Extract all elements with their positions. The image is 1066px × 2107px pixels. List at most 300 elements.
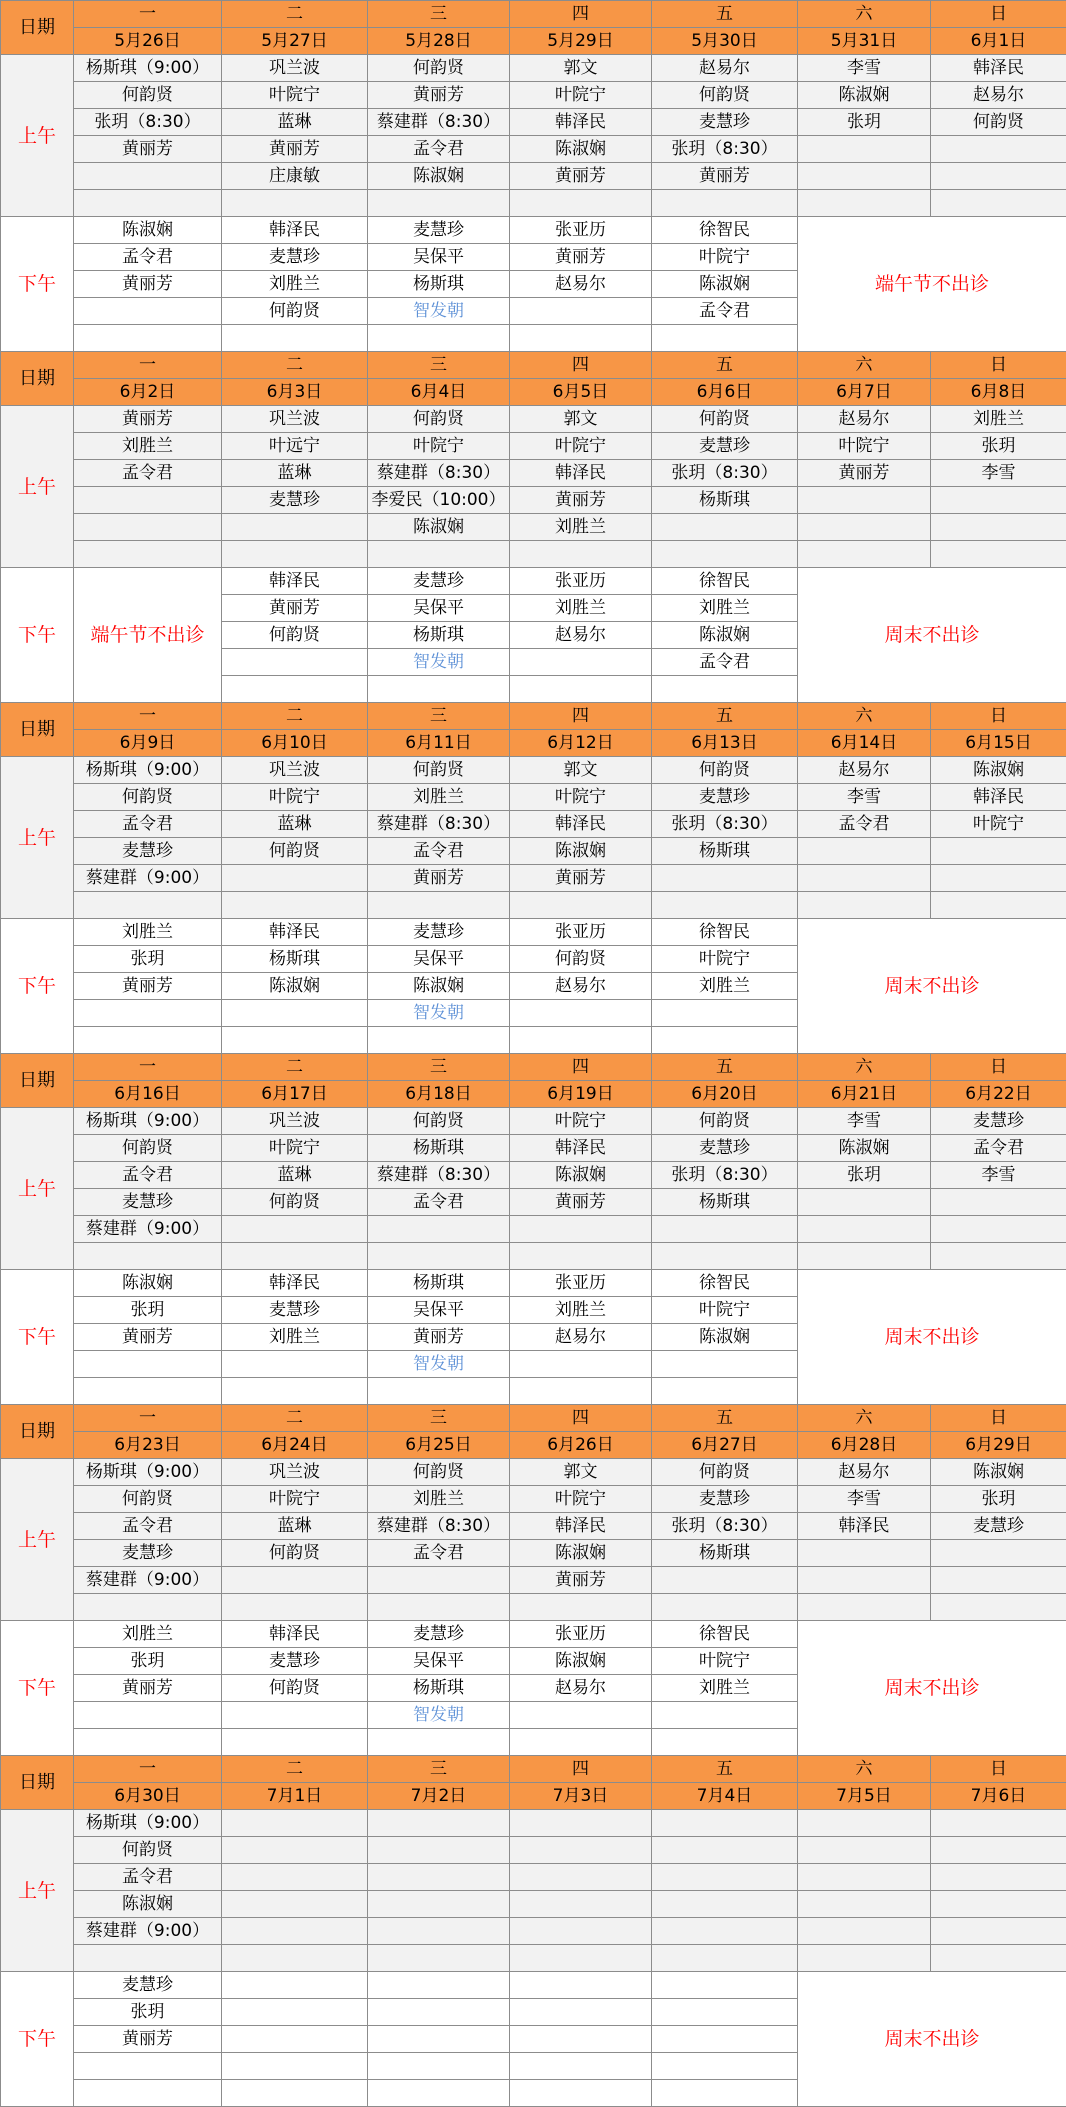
- schedule-cell: [222, 1945, 368, 1972]
- schedule-cell: 黄丽芳: [74, 271, 222, 298]
- date-header: 6月5日: [510, 379, 652, 406]
- date-label: 日期: [1, 1054, 74, 1108]
- schedule-cell: [510, 1351, 652, 1378]
- weekday-header: 三: [368, 1, 510, 28]
- schedule-cell: 陈淑娴: [510, 136, 652, 163]
- schedule-cell: 陈淑娴: [510, 1162, 652, 1189]
- schedule-cell: [798, 1837, 931, 1864]
- schedule-cell: 何韵贤: [652, 1108, 798, 1135]
- schedule-cell: [74, 2080, 222, 2107]
- schedule-cell: [652, 865, 798, 892]
- schedule-cell: 赵易尔: [510, 973, 652, 1000]
- schedule-cell: [368, 1567, 510, 1594]
- schedule-cell: [510, 1999, 652, 2026]
- schedule-cell: [931, 1837, 1066, 1864]
- schedule-cell: [368, 1891, 510, 1918]
- weekday-header: 日: [931, 1, 1066, 28]
- schedule-cell: 刘胜兰: [652, 595, 798, 622]
- schedule-cell: 叶院宁: [222, 1135, 368, 1162]
- weekday-header: 二: [222, 352, 368, 379]
- weekend-note: 周末不出诊: [798, 1972, 1066, 2107]
- am-row: [1, 1135, 1066, 1162]
- pm-label: 下午: [1, 1621, 74, 1756]
- schedule-cell: 黄丽芳: [510, 163, 652, 190]
- schedule-cell: 杨斯琪（9:00）: [74, 1459, 222, 1486]
- schedule-cell: [222, 1891, 368, 1918]
- am-row: [1, 1189, 1066, 1216]
- weekday-header: 一: [74, 1756, 222, 1783]
- date-header-row: [1, 1783, 1066, 1810]
- schedule-cell: [222, 1567, 368, 1594]
- schedule-cell: 智发朝: [368, 1702, 510, 1729]
- schedule-cell: 张亚历: [510, 217, 652, 244]
- schedule-cell: 张亚历: [510, 919, 652, 946]
- schedule-cell: [510, 541, 652, 568]
- weekday-header: 一: [74, 703, 222, 730]
- schedule-cell: [510, 892, 652, 919]
- schedule-cell: [74, 1243, 222, 1270]
- schedule-cell: [510, 1000, 652, 1027]
- weekend-note: 周末不出诊: [798, 568, 1066, 703]
- date-header: 5月31日: [798, 28, 931, 55]
- schedule-cell: 蓝琳: [222, 109, 368, 136]
- am-row: [1, 406, 1066, 433]
- schedule-cell: [368, 1594, 510, 1621]
- am-row: [1, 1459, 1066, 1486]
- schedule-cell: 何韵贤: [510, 946, 652, 973]
- schedule-cell: [652, 1729, 798, 1756]
- schedule-cell: [510, 1837, 652, 1864]
- schedule-cell: 杨斯琪（9:00）: [74, 1108, 222, 1135]
- date-header: 6月26日: [510, 1432, 652, 1459]
- schedule-cell: 李爱民（10:00）: [368, 487, 510, 514]
- schedule-cell: 刘胜兰: [931, 406, 1066, 433]
- schedule-cell: 麦慧珍: [931, 1513, 1066, 1540]
- am-row: [1, 109, 1066, 136]
- schedule-cell: [798, 865, 931, 892]
- schedule-cell: 李雪: [931, 1162, 1066, 1189]
- schedule-cell: [74, 892, 222, 919]
- schedule-cell: 麦慧珍: [652, 433, 798, 460]
- schedule-cell: 巩兰波: [222, 1108, 368, 1135]
- schedule-cell: 杨斯琪: [368, 1270, 510, 1297]
- schedule-cell: [74, 1027, 222, 1054]
- schedule-cell: 叶院宁: [652, 244, 798, 271]
- schedule-cell: [368, 325, 510, 352]
- schedule-cell: [931, 136, 1066, 163]
- schedule-cell: [798, 1243, 931, 1270]
- schedule-cell: 韩泽民: [222, 568, 368, 595]
- schedule-cell: 杨斯琪: [652, 838, 798, 865]
- schedule-cell: 张玥（8:30）: [652, 460, 798, 487]
- date-header: 6月18日: [368, 1081, 510, 1108]
- date-header: 6月4日: [368, 379, 510, 406]
- schedule-cell: 刘胜兰: [652, 973, 798, 1000]
- date-header: 6月10日: [222, 730, 368, 757]
- schedule-cell: 张玥（8:30）: [652, 811, 798, 838]
- schedule-cell: 何韵贤: [222, 838, 368, 865]
- schedule-cell: [368, 190, 510, 217]
- schedule-cell: [510, 1378, 652, 1405]
- schedule-cell: [222, 649, 368, 676]
- schedule-cell: 何韵贤: [931, 109, 1066, 136]
- schedule-cell: 韩泽民: [931, 784, 1066, 811]
- schedule-cell: [222, 514, 368, 541]
- schedule-cell: 孟令君: [368, 838, 510, 865]
- schedule-cell: 何韵贤: [652, 1459, 798, 1486]
- schedule-cell: [222, 1810, 368, 1837]
- date-label: 日期: [1, 1756, 74, 1810]
- schedule-cell: 张玥: [931, 433, 1066, 460]
- schedule-cell: 刘胜兰: [510, 514, 652, 541]
- schedule-cell: 何韵贤: [368, 757, 510, 784]
- weekday-header: 六: [798, 352, 931, 379]
- schedule-cell: 麦慧珍: [652, 784, 798, 811]
- schedule-cell: [368, 1243, 510, 1270]
- schedule-cell: [931, 1243, 1066, 1270]
- schedule-cell: 陈淑娴: [798, 1135, 931, 1162]
- weekday-header: 日: [931, 703, 1066, 730]
- weekday-header: 一: [74, 1405, 222, 1432]
- weekday-header: 日: [931, 352, 1066, 379]
- schedule-cell: 孟令君: [368, 1540, 510, 1567]
- schedule-cell: [931, 1891, 1066, 1918]
- weekday-header: 六: [798, 703, 931, 730]
- schedule-cell: [510, 2026, 652, 2053]
- schedule-cell: 徐智民: [652, 919, 798, 946]
- schedule-cell: 杨斯琪: [368, 271, 510, 298]
- schedule-cell: 叶院宁: [222, 784, 368, 811]
- schedule-cell: [510, 298, 652, 325]
- weekday-header: 一: [74, 1054, 222, 1081]
- schedule-cell: [368, 2026, 510, 2053]
- schedule-cell: 叶院宁: [222, 82, 368, 109]
- weekday-header: 五: [652, 352, 798, 379]
- schedule-cell: 刘胜兰: [652, 1675, 798, 1702]
- schedule-cell: 何韵贤: [222, 1540, 368, 1567]
- date-header: 6月30日: [74, 1783, 222, 1810]
- schedule-cell: 何韵贤: [74, 1837, 222, 1864]
- schedule-cell: [931, 1945, 1066, 1972]
- schedule-cell: [798, 838, 931, 865]
- schedule-cell: [652, 1216, 798, 1243]
- schedule-cell: 张玥: [74, 1999, 222, 2026]
- schedule-cell: 陈淑娴: [931, 1459, 1066, 1486]
- schedule-cell: [931, 838, 1066, 865]
- schedule-cell: [368, 1972, 510, 1999]
- date-header: 6月27日: [652, 1432, 798, 1459]
- schedule-cell: 蓝琳: [222, 1162, 368, 1189]
- date-header: 6月6日: [652, 379, 798, 406]
- schedule-cell: 何韵贤: [74, 82, 222, 109]
- schedule-cell: 陈淑娴: [510, 1648, 652, 1675]
- weekday-header: 四: [510, 1756, 652, 1783]
- schedule-cell: [652, 1891, 798, 1918]
- am-label: 上午: [1, 406, 74, 568]
- pm-label: 下午: [1, 1270, 74, 1405]
- weekday-header: 三: [368, 1405, 510, 1432]
- schedule-cell: [368, 2080, 510, 2107]
- weekday-header-row: [1, 352, 1066, 379]
- schedule-cell: 赵易尔: [510, 1675, 652, 1702]
- schedule-cell: 黄丽芳: [368, 82, 510, 109]
- date-header-row: [1, 28, 1066, 55]
- schedule-cell: [368, 541, 510, 568]
- schedule-cell: 黄丽芳: [74, 1675, 222, 1702]
- schedule-cell: [510, 2053, 652, 2080]
- am-row: [1, 1864, 1066, 1891]
- schedule-cell: [222, 892, 368, 919]
- date-header: 7月6日: [931, 1783, 1066, 1810]
- weekday-header: 五: [652, 1756, 798, 1783]
- schedule-cell: [798, 487, 931, 514]
- schedule-cell: 智发朝: [368, 298, 510, 325]
- schedule-cell: [368, 1729, 510, 1756]
- weekend-note: 端午节不出诊: [798, 217, 1066, 352]
- schedule-cell: 何韵贤: [222, 298, 368, 325]
- schedule-cell: 孟令君: [652, 649, 798, 676]
- schedule-cell: [931, 1594, 1066, 1621]
- schedule-cell: 麦慧珍: [368, 1621, 510, 1648]
- schedule-cell: [510, 1972, 652, 1999]
- schedule-cell: 孟令君: [368, 1189, 510, 1216]
- schedule-cell: [74, 1702, 222, 1729]
- schedule-cell: 智发朝: [368, 649, 510, 676]
- am-row: [1, 541, 1066, 568]
- schedule-cell: 黄丽芳: [222, 136, 368, 163]
- schedule-cell: 吴保平: [368, 1297, 510, 1324]
- schedule-cell: 黄丽芳: [74, 973, 222, 1000]
- schedule-cell: 麦慧珍: [222, 1648, 368, 1675]
- schedule-cell: [222, 1837, 368, 1864]
- schedule-cell: [510, 1216, 652, 1243]
- pm-row: [1, 919, 1066, 946]
- schedule-cell: 赵易尔: [931, 82, 1066, 109]
- schedule-cell: 张亚历: [510, 1270, 652, 1297]
- am-row: [1, 55, 1066, 82]
- schedule-cell: 蔡建群（9:00）: [74, 1918, 222, 1945]
- schedule-cell: 杨斯琪: [368, 1675, 510, 1702]
- pm-label: 下午: [1, 568, 74, 703]
- weekend-note: 周末不出诊: [798, 919, 1066, 1054]
- schedule-cell: 黄丽芳: [74, 406, 222, 433]
- weekday-header: 二: [222, 1054, 368, 1081]
- schedule-cell: [652, 1594, 798, 1621]
- schedule-cell: 张玥（8:30）: [652, 1513, 798, 1540]
- schedule-cell: [74, 1729, 222, 1756]
- schedule-cell: [652, 1837, 798, 1864]
- schedule-cell: 巩兰波: [222, 55, 368, 82]
- schedule-cell: 吴保平: [368, 946, 510, 973]
- weekday-header: 一: [74, 352, 222, 379]
- schedule-cell: [222, 1243, 368, 1270]
- schedule-cell: 智发朝: [368, 1000, 510, 1027]
- schedule-cell: 黄丽芳: [510, 1189, 652, 1216]
- schedule-cell: 何韵贤: [222, 1189, 368, 1216]
- am-row: [1, 487, 1066, 514]
- schedule-cell: [368, 892, 510, 919]
- schedule-cell: [931, 1216, 1066, 1243]
- schedule-cell: 杨斯琪: [652, 1189, 798, 1216]
- schedule-cell: [798, 892, 931, 919]
- schedule-cell: 郭文: [510, 1459, 652, 1486]
- schedule-cell: 郭文: [510, 757, 652, 784]
- am-row: [1, 811, 1066, 838]
- am-row: [1, 784, 1066, 811]
- schedule-cell: 陈淑娴: [74, 217, 222, 244]
- schedule-cell: [798, 1189, 931, 1216]
- schedule-cell: 韩泽民: [222, 1270, 368, 1297]
- schedule-cell: 杨斯琪: [368, 622, 510, 649]
- schedule-cell: 何韵贤: [652, 757, 798, 784]
- schedule-cell: [510, 1918, 652, 1945]
- schedule-cell: [652, 1567, 798, 1594]
- schedule-cell: 叶院宁: [931, 811, 1066, 838]
- am-row: [1, 163, 1066, 190]
- date-header: 5月28日: [368, 28, 510, 55]
- schedule-cell: [931, 514, 1066, 541]
- schedule-cell: 孟令君: [931, 1135, 1066, 1162]
- schedule-cell: 黄丽芳: [652, 163, 798, 190]
- schedule-cell: 孟令君: [74, 811, 222, 838]
- weekday-header: 四: [510, 1405, 652, 1432]
- schedule-cell: 黄丽芳: [510, 865, 652, 892]
- date-header: 6月15日: [931, 730, 1066, 757]
- pm-row: [1, 1972, 1066, 1999]
- schedule-cell: [222, 190, 368, 217]
- date-header: 5月26日: [74, 28, 222, 55]
- schedule-cell: [74, 1351, 222, 1378]
- schedule-cell: 叶院宁: [510, 1108, 652, 1135]
- schedule-cell: [798, 1594, 931, 1621]
- date-header: 6月3日: [222, 379, 368, 406]
- schedule-cell: [510, 676, 652, 703]
- schedule-cell: 刘胜兰: [74, 1621, 222, 1648]
- schedule-cell: [931, 541, 1066, 568]
- schedule-cell: 陈淑娴: [798, 82, 931, 109]
- schedule-cell: [798, 1918, 931, 1945]
- am-row: [1, 865, 1066, 892]
- schedule-cell: [510, 1594, 652, 1621]
- schedule-cell: 韩泽民: [510, 109, 652, 136]
- am-row: [1, 892, 1066, 919]
- schedule-cell: [798, 1810, 931, 1837]
- schedule-cell: 刘胜兰: [222, 1324, 368, 1351]
- date-header: 6月13日: [652, 730, 798, 757]
- schedule-cell: 张玥: [931, 1486, 1066, 1513]
- schedule-cell: [931, 163, 1066, 190]
- schedule-cell: [368, 1999, 510, 2026]
- schedule-cell: [510, 325, 652, 352]
- schedule-cell: 吴保平: [368, 1648, 510, 1675]
- schedule-cell: [652, 1027, 798, 1054]
- schedule-cell: [931, 892, 1066, 919]
- schedule-cell: [222, 1351, 368, 1378]
- pm-row: [1, 1270, 1066, 1297]
- date-header-row: [1, 1432, 1066, 1459]
- schedule-cell: 蔡建群（8:30）: [368, 811, 510, 838]
- schedule-cell: 张玥: [74, 946, 222, 973]
- schedule-cell: [652, 1351, 798, 1378]
- schedule-cell: 何韵贤: [222, 622, 368, 649]
- schedule-cell: 麦慧珍: [74, 838, 222, 865]
- schedule-cell: [798, 1891, 931, 1918]
- schedule-cell: 郭文: [510, 406, 652, 433]
- schedule-cell: 吴保平: [368, 244, 510, 271]
- schedule-cell: [74, 514, 222, 541]
- weekday-header: 五: [652, 703, 798, 730]
- date-header: 6月17日: [222, 1081, 368, 1108]
- date-header: 6月25日: [368, 1432, 510, 1459]
- schedule-cell: [222, 1729, 368, 1756]
- schedule-cell: [798, 190, 931, 217]
- schedule-cell: 韩泽民: [510, 811, 652, 838]
- schedule-cell: [652, 2026, 798, 2053]
- schedule-cell: 巩兰波: [222, 406, 368, 433]
- schedule-cell: [74, 1945, 222, 1972]
- schedule-cell: 刘胜兰: [368, 1486, 510, 1513]
- schedule-cell: 郭文: [510, 55, 652, 82]
- schedule-cell: 韩泽民: [510, 1513, 652, 1540]
- date-header: 6月20日: [652, 1081, 798, 1108]
- schedule-cell: [74, 1378, 222, 1405]
- schedule-cell: 赵易尔: [798, 757, 931, 784]
- schedule-cell: 叶院宁: [510, 1486, 652, 1513]
- weekday-header: 三: [368, 352, 510, 379]
- date-header-row: [1, 379, 1066, 406]
- schedule-cell: 张玥（8:30）: [652, 136, 798, 163]
- am-row: [1, 1918, 1066, 1945]
- schedule-cell: 徐智民: [652, 217, 798, 244]
- am-row: [1, 1567, 1066, 1594]
- schedule-cell: 麦慧珍: [368, 217, 510, 244]
- schedule-cell: [652, 1972, 798, 1999]
- schedule-cell: 杨斯琪（9:00）: [74, 1810, 222, 1837]
- date-header: 5月29日: [510, 28, 652, 55]
- schedule-cell: 李雪: [931, 460, 1066, 487]
- am-row: [1, 136, 1066, 163]
- schedule-cell: 陈淑娴: [510, 838, 652, 865]
- schedule-cell: [798, 136, 931, 163]
- am-row: [1, 757, 1066, 784]
- weekend-note: 周末不出诊: [798, 1270, 1066, 1405]
- schedule-cell: 杨斯琪（9:00）: [74, 55, 222, 82]
- schedule-cell: [222, 1027, 368, 1054]
- am-row: [1, 82, 1066, 109]
- pm-label: 下午: [1, 919, 74, 1054]
- schedule-cell: 孟令君: [74, 1864, 222, 1891]
- schedule-cell: 刘胜兰: [510, 595, 652, 622]
- weekend-note: 周末不出诊: [798, 1621, 1066, 1756]
- schedule-cell: [222, 1918, 368, 1945]
- weekday-header: 五: [652, 1405, 798, 1432]
- schedule-cell: 韩泽民: [222, 1621, 368, 1648]
- weekday-header: 六: [798, 1054, 931, 1081]
- schedule-cell: 韩泽民: [222, 217, 368, 244]
- schedule-cell: 徐智民: [652, 1621, 798, 1648]
- date-header: 6月7日: [798, 379, 931, 406]
- weekday-header-row: [1, 1054, 1066, 1081]
- schedule-cell: 黄丽芳: [368, 865, 510, 892]
- weekday-header: 一: [74, 1, 222, 28]
- date-header: 6月21日: [798, 1081, 931, 1108]
- schedule-cell: 麦慧珍: [368, 919, 510, 946]
- date-header: 7月3日: [510, 1783, 652, 1810]
- schedule-cell: [652, 541, 798, 568]
- weekday-header: 五: [652, 1, 798, 28]
- date-header: 6月11日: [368, 730, 510, 757]
- schedule-cell: [74, 487, 222, 514]
